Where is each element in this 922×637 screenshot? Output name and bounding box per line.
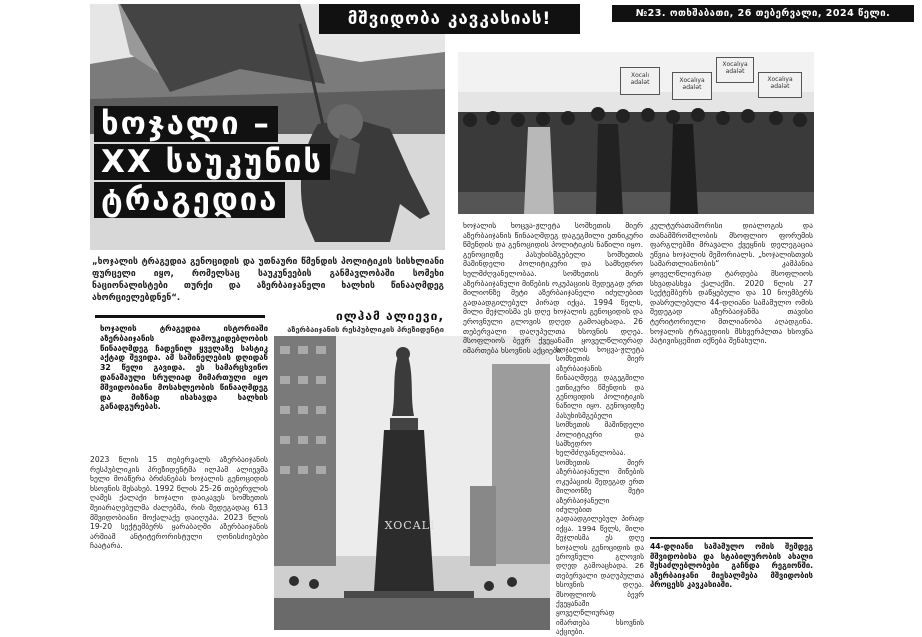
sign-1: Xocalı adalət bbox=[620, 67, 660, 95]
headline bbox=[94, 106, 354, 218]
left-column-rule bbox=[95, 315, 265, 318]
middle-column-text: ხოჯალის ხოცვა-ჟლეტა სომხეთის მიერ აზერბაიჯანის წინააღმდეგ დაგეგმილი ეთნიკური წმენდის და გენოციდის პოლიტიკის ნაწილი იყო. გენოციდზე პასუხისმგებელი სომხეთის მაშინდელი პოლიტიკური და სამხედრო ხელმძღვანელობაა. სომხეთის მიერ აზერბაიჯანული მიწების ოკუპაციის შედეგად ერთ მილიონზე მეტი აზერბაიჯანელი იძულებით გადაადგილებულ პირად იქცა. 1994 წელს, მილი მეჯლისმა ეს დღე ხოჯალის გენოციდის და ეროვნული გლოვის დღედ გამოაცხადა. 26 თებერვალი დაღუპულთა ხსოვნის დღეა. მსოფლიოს ბევრ ქვეყანაში ყოველწლიურად იმართება ხსოვნის აქციები. bbox=[463, 221, 643, 355]
left-body: 2023 წლის 15 თებერვალს აზერბაიჯანის რესპუბლიკის პრეზიდენტმა ილჰამ ალიევმა ხელი მოაწერა ბრძანებას ხოჯალის გენოციდის ხსოვნის შესახებ. 1992 წლის 25-26 თებერვლის ღამეს ქალაქი ხოჯალი დაიკავეს სომხეთის შეიარაღებულმა ძალებმა, რის შედეგადაც 613 მშვიდობიანი მოქალაქე დაიღუპა. 2023 წლის 19-20 სექტემბერს ყარაბაღში აზერბაიჯანის არმიამ ანტიტერორისტული ღონისძიებები ჩაატარა. bbox=[90, 455, 268, 551]
headline-line-3: ტრაგედია bbox=[94, 182, 285, 218]
quote-author-title: აზერბაიჯანის რესპუბლიკის პრეზიდენტი bbox=[287, 325, 444, 334]
monument-photo bbox=[274, 336, 550, 630]
sign-3: Xocalıya adalət bbox=[716, 57, 754, 83]
monument-photo-illustration bbox=[274, 336, 550, 630]
quote-text: „ხოჯალის ტრაგედია გენოციდის და უთნაური წმენდის პოლიტიკის სისხლიანი ფურცელი იყო, რომელსაც საუკუნეების განმავლობაში სომეხი ნაციონალისტები თურქი და აზერბაიჯანელი ხალხის წინააღმდეგ ახორციელებდნენ“. bbox=[92, 257, 444, 303]
left-lead: ხოჯალის ტრაგედია ისტორიაში აზერბაიჯანის დამოუკიდებლობის წინააღმდეგ ჩადენილ ყველაზე სასტიკ აქტად შევიდა. ამ საშინელების დღიდან 32 წელი გავიდა. ეს სამარცხვინო დანაშაული სრულიად მიმართული იყო მშვიდობიანი მოსახლეობის წინააღმდეგ და მიზნად ისახავდა ხალხის განადგურებას. bbox=[100, 324, 268, 412]
monument-label: XOCALI bbox=[384, 519, 436, 532]
sign-4: Xocalıya ədalət bbox=[758, 72, 802, 98]
masthead-title: მშვიდობა კავკასიას! bbox=[319, 4, 580, 34]
quote-block bbox=[92, 256, 444, 334]
headline-line-1: ხოჯალი – bbox=[94, 106, 278, 142]
issue-line: №23. ოთხშაბათი, 26 თებერვალი, 2024 წელი. bbox=[612, 5, 914, 22]
sign-2: Xocalıya ədalət bbox=[672, 72, 712, 100]
headline-line-2: XX საუკუნის bbox=[94, 144, 330, 180]
middle-column-continued: ხოჯალის ხოცვა-ჟლეტა სომხეთის მიერ აზერბაიჯანის წინააღმდეგ დაგეგმილი ეთნიკური წმენდის და გენოციდის პოლიტიკის ნაწილი იყო. გენოციდზე პასუხისმგებელი სომხეთის მაშინდელი პოლიტიკური და სამხედრო ხელმძღვანელობაა. სომხეთის მიერ აზერბაიჯანული მიწების ოკუპაციის შედეგად ერთ მილიონზე მეტი აზერბაიჯანელი იძულებით გადაადგილებულ პირად იქცა. 1994 წელს, მილი მეჯლისმა ეს დღე ხოჯალის გენოციდის და ეროვნული გლოვის დღედ გამოაცხადა. 26 თებერვალი დაღუპულთა ხსოვნის დღეა. მსოფლიოს ბევრ ქვეყანაში ყოველწლიურად იმართება ხსოვნის აქციები. bbox=[556, 345, 644, 637]
right-column-rule bbox=[650, 537, 813, 539]
right-column-text: კულტურათაშორისი დიალოგის და თანამშრომლობის მსოფლიო ფორუმის ფარგლებში მრავალი ქვეყნის დელეგაცია ეწვია ხოჯალის მემორიალს. „ხოჯალისთვის სამართლიანობის“ კამპანია ყოველწლიურად ტარდება მსოფლიოს სხვადასხვა ქალაქში. 2020 წლის 27 სექტემბერს დაწყებული და 10 ნოემბერს დასრულებული 44-დღიანი სამამულო ომის შედეგად აზერბაიჯანმა თავისი ტერიტორიული მთლიანობა აღადგინა. ხოჯალის ტრაგედიის მსხვერპლთა ხსოვნა პატივისცემით იქნება შენახული. bbox=[650, 221, 813, 346]
quote-author: ილჰამ ალიევი, bbox=[336, 309, 444, 323]
right-column-bold: 44-დღიანი სამამულო ომის შემდეგ მშვიდობისა და სტაბილურობის ახალი შესაძლებლობები გაჩნდა რეგიონში. აზერბაიჯანი მიესალმება მშვიდობის პროცესს კავკასიაში. bbox=[650, 542, 813, 590]
